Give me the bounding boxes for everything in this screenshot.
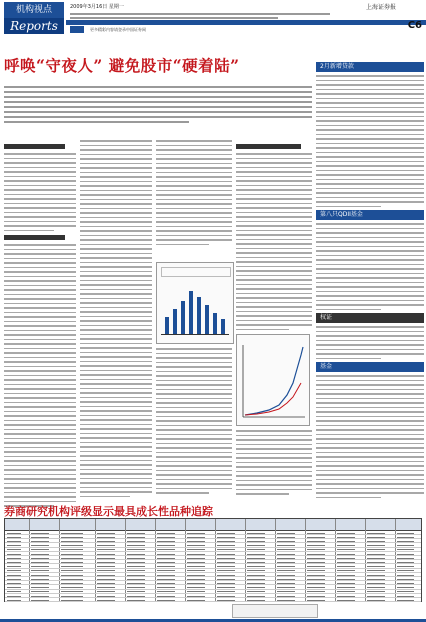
table-cell bbox=[247, 596, 265, 597]
table-cell bbox=[277, 554, 295, 555]
table-cell bbox=[307, 596, 325, 597]
table-cell bbox=[367, 575, 385, 576]
table-cell bbox=[367, 554, 385, 555]
table-cell bbox=[247, 575, 265, 576]
table-cell bbox=[7, 566, 21, 567]
table-cell bbox=[367, 566, 385, 567]
table-cell bbox=[31, 575, 49, 576]
table-cell bbox=[127, 566, 145, 567]
table-cell bbox=[277, 570, 295, 571]
table-cell bbox=[31, 591, 49, 592]
table-cell bbox=[367, 533, 385, 534]
table-cell bbox=[127, 596, 145, 597]
table-cell bbox=[7, 558, 21, 559]
table-cell bbox=[337, 537, 355, 538]
dateline: 2009年3月16日 星期一 bbox=[70, 4, 124, 10]
table-cell bbox=[97, 583, 115, 584]
table-cell bbox=[217, 562, 235, 563]
table-cell bbox=[31, 545, 49, 546]
table-title: 券商研究机构评级显示最具成长性品种追踪 bbox=[4, 505, 213, 518]
chart-bar bbox=[213, 313, 217, 335]
chart-bar bbox=[165, 317, 169, 335]
table-cell bbox=[97, 579, 115, 580]
table-cell bbox=[97, 600, 115, 601]
table-cell bbox=[157, 570, 175, 571]
table-cell bbox=[247, 600, 265, 601]
table-cell bbox=[337, 554, 355, 555]
table-cell bbox=[31, 587, 49, 588]
table-cell bbox=[97, 566, 115, 567]
table-cell bbox=[187, 579, 205, 580]
table-cell bbox=[307, 575, 325, 576]
table-cell bbox=[187, 558, 205, 559]
table-cell bbox=[31, 596, 49, 597]
table-cell bbox=[397, 562, 414, 563]
table-cell bbox=[307, 541, 325, 542]
table-cell bbox=[61, 583, 83, 584]
table-cell bbox=[217, 583, 235, 584]
table-cell bbox=[187, 566, 205, 567]
table-cell bbox=[7, 562, 21, 563]
table-cell bbox=[157, 537, 175, 538]
table-cell bbox=[187, 541, 205, 542]
table-cell bbox=[187, 537, 205, 538]
table-cell bbox=[397, 587, 414, 588]
table-cell bbox=[7, 583, 21, 584]
table-cell bbox=[127, 545, 145, 546]
table-cell bbox=[127, 537, 145, 538]
table-cell bbox=[217, 549, 235, 550]
table-cell bbox=[397, 575, 414, 576]
table-cell bbox=[187, 545, 205, 546]
table-cell bbox=[397, 533, 414, 534]
table-cell bbox=[367, 583, 385, 584]
table-cell bbox=[187, 587, 205, 588]
newspaper-name: 上海证券报 bbox=[365, 4, 396, 11]
article-column-2 bbox=[80, 140, 152, 500]
table-cell bbox=[187, 596, 205, 597]
data-table bbox=[4, 518, 422, 602]
table-cell bbox=[277, 583, 295, 584]
table-cell bbox=[97, 537, 115, 538]
table-cell bbox=[7, 579, 21, 580]
table-cell bbox=[7, 596, 21, 597]
table-cell bbox=[247, 549, 265, 550]
table-cell bbox=[187, 549, 205, 550]
table-cell bbox=[337, 591, 355, 592]
masthead-info-lines bbox=[70, 11, 330, 17]
sidebar bbox=[316, 62, 424, 500]
article-column-3-top bbox=[156, 140, 232, 252]
table-cell bbox=[337, 533, 355, 534]
table-cell bbox=[31, 541, 49, 542]
sidebar-section-header: 第八只QDII基金 bbox=[316, 210, 424, 220]
table-cell bbox=[127, 562, 145, 563]
table-cell bbox=[247, 533, 265, 534]
table-cell bbox=[397, 549, 414, 550]
table-cell bbox=[61, 545, 83, 546]
table-cell bbox=[277, 587, 295, 588]
table-cell bbox=[61, 600, 83, 601]
table-cell bbox=[61, 579, 83, 580]
table-cell bbox=[217, 575, 235, 576]
figure-chart-2 bbox=[236, 334, 310, 426]
table-cell bbox=[307, 533, 325, 534]
table-cell bbox=[7, 533, 21, 534]
table-cell bbox=[97, 575, 115, 576]
table-cell bbox=[367, 587, 385, 588]
table-cell bbox=[61, 554, 83, 555]
table-cell bbox=[367, 596, 385, 597]
table-cell bbox=[31, 579, 49, 580]
chart-bar bbox=[181, 301, 185, 335]
table-cell bbox=[337, 545, 355, 546]
table-cell bbox=[307, 583, 325, 584]
table-cell bbox=[367, 562, 385, 563]
main-headline-block bbox=[4, 54, 304, 82]
masthead bbox=[0, 0, 426, 36]
table-cell bbox=[217, 558, 235, 559]
table-cell bbox=[277, 537, 295, 538]
table-cell bbox=[307, 570, 325, 571]
article-column-4-top bbox=[236, 140, 312, 330]
table-cell bbox=[61, 562, 83, 563]
table-cell bbox=[61, 537, 83, 538]
table-cell bbox=[61, 566, 83, 567]
table-cell bbox=[247, 554, 265, 555]
table-cell bbox=[397, 600, 414, 601]
table-cell bbox=[61, 587, 83, 588]
table-cell bbox=[307, 579, 325, 580]
table-cell bbox=[7, 587, 21, 588]
table-cell bbox=[7, 545, 21, 546]
table-cell bbox=[7, 541, 21, 542]
table-header bbox=[5, 519, 421, 531]
table-cell bbox=[7, 575, 21, 576]
table-cell bbox=[307, 545, 325, 546]
table-cell bbox=[157, 566, 175, 567]
table-cell bbox=[217, 596, 235, 597]
table-cell bbox=[187, 575, 205, 576]
table-cell bbox=[397, 558, 414, 559]
table-cell bbox=[127, 549, 145, 550]
table-cell bbox=[157, 583, 175, 584]
sub-headline bbox=[4, 144, 65, 149]
table-cell bbox=[307, 554, 325, 555]
main-headline: 呼唤“守夜人” 避免股市“硬着陆” bbox=[4, 56, 240, 75]
table-cell bbox=[277, 591, 295, 592]
table-cell bbox=[7, 600, 21, 601]
table-cell bbox=[367, 600, 385, 601]
table-cell bbox=[61, 558, 83, 559]
table-cell bbox=[7, 591, 21, 592]
table-cell bbox=[61, 591, 83, 592]
article-column-4-bottom bbox=[236, 430, 312, 502]
table-cell bbox=[97, 587, 115, 588]
sub-headline bbox=[4, 235, 65, 240]
table-cell bbox=[397, 570, 414, 571]
table-cell bbox=[127, 583, 145, 584]
table-cell bbox=[217, 537, 235, 538]
table-cell bbox=[157, 596, 175, 597]
table-cell bbox=[31, 554, 49, 555]
table-cell bbox=[217, 554, 235, 555]
table-cell bbox=[247, 566, 265, 567]
table-cell bbox=[277, 596, 295, 597]
table-cell bbox=[31, 570, 49, 571]
chart-legend bbox=[161, 267, 231, 277]
chart-bar bbox=[189, 291, 193, 335]
table-cell bbox=[277, 545, 295, 546]
table-cell bbox=[97, 533, 115, 534]
table-cell bbox=[397, 579, 414, 580]
table-cell bbox=[97, 570, 115, 571]
table-cell bbox=[247, 591, 265, 592]
table-cell bbox=[7, 554, 21, 555]
table-cell bbox=[127, 541, 145, 542]
table-cell bbox=[337, 541, 355, 542]
table-cell bbox=[247, 541, 265, 542]
table-cell bbox=[397, 554, 414, 555]
table-cell bbox=[277, 600, 295, 601]
table-cell bbox=[157, 591, 175, 592]
section-brand-english: Reports bbox=[4, 18, 64, 34]
table-cell bbox=[247, 558, 265, 559]
table-cell bbox=[217, 591, 235, 592]
table-cell bbox=[157, 541, 175, 542]
table-cell bbox=[337, 566, 355, 567]
sidebar-section-header: 权证 bbox=[316, 313, 424, 323]
table-cell bbox=[127, 570, 145, 571]
table-cell bbox=[217, 570, 235, 571]
table-cell bbox=[217, 533, 235, 534]
table-cell bbox=[367, 591, 385, 592]
table-cell bbox=[7, 537, 21, 538]
sidebar-section-header: 2月新增贷款 bbox=[316, 62, 424, 72]
table-cell bbox=[31, 558, 49, 559]
table-cell bbox=[157, 549, 175, 550]
table-cell bbox=[97, 554, 115, 555]
table-cell bbox=[61, 570, 83, 571]
table-cell bbox=[7, 570, 21, 571]
table-cell bbox=[61, 541, 83, 542]
table-cell bbox=[127, 600, 145, 601]
table-cell bbox=[277, 566, 295, 567]
table-cell bbox=[307, 558, 325, 559]
table-cell bbox=[157, 600, 175, 601]
table-cell bbox=[187, 562, 205, 563]
section-brand: 机构视点 bbox=[4, 2, 64, 18]
table-cell bbox=[187, 600, 205, 601]
table-cell bbox=[31, 549, 49, 550]
promo-logo bbox=[70, 26, 84, 33]
table-cell bbox=[337, 562, 355, 563]
table-cell bbox=[31, 562, 49, 563]
table-cell bbox=[307, 566, 325, 567]
table-cell bbox=[217, 579, 235, 580]
table-cell bbox=[307, 591, 325, 592]
table-cell bbox=[247, 583, 265, 584]
table-cell bbox=[247, 587, 265, 588]
table-cell bbox=[97, 596, 115, 597]
table-cell bbox=[97, 558, 115, 559]
article-column-3-bottom bbox=[156, 348, 232, 500]
lead-paragraph bbox=[4, 86, 312, 136]
table-cell bbox=[31, 533, 49, 534]
table-cell bbox=[217, 545, 235, 546]
table-cell bbox=[31, 600, 49, 601]
table-cell bbox=[397, 545, 414, 546]
table-cell bbox=[367, 549, 385, 550]
table-cell bbox=[367, 541, 385, 542]
table-cell bbox=[127, 554, 145, 555]
table-cell bbox=[397, 583, 414, 584]
table-cell bbox=[61, 549, 83, 550]
table-cell bbox=[97, 549, 115, 550]
table-cell bbox=[367, 579, 385, 580]
table-cell bbox=[307, 549, 325, 550]
table-cell bbox=[217, 600, 235, 601]
table-cell bbox=[157, 575, 175, 576]
table-cell bbox=[31, 583, 49, 584]
article-column-1 bbox=[4, 140, 76, 500]
table-cell bbox=[157, 558, 175, 559]
table-cell bbox=[277, 533, 295, 534]
figure-chart-1 bbox=[156, 262, 234, 344]
table-cell bbox=[307, 562, 325, 563]
table-cell bbox=[127, 591, 145, 592]
table-cell bbox=[307, 600, 325, 601]
table-cell bbox=[397, 541, 414, 542]
table-cell bbox=[127, 533, 145, 534]
table-cell bbox=[337, 575, 355, 576]
masthead-rule bbox=[66, 20, 426, 25]
table-cell bbox=[337, 600, 355, 601]
table-cell bbox=[247, 537, 265, 538]
chart-bar bbox=[205, 305, 209, 335]
table-cell bbox=[397, 566, 414, 567]
table-cell bbox=[61, 533, 83, 534]
table-cell bbox=[307, 587, 325, 588]
table-cell bbox=[157, 545, 175, 546]
table-cell bbox=[277, 541, 295, 542]
table-cell bbox=[61, 596, 83, 597]
table-cell bbox=[31, 537, 49, 538]
table-cell bbox=[367, 537, 385, 538]
table-cell bbox=[157, 554, 175, 555]
sidebar-section-header: 基金 bbox=[316, 362, 424, 372]
table-cell bbox=[187, 533, 205, 534]
table-cell bbox=[367, 558, 385, 559]
footer-advert bbox=[232, 604, 318, 618]
table-cell bbox=[307, 537, 325, 538]
page-number: C6 bbox=[407, 20, 422, 31]
table-cell bbox=[97, 545, 115, 546]
table-cell bbox=[247, 579, 265, 580]
table-cell bbox=[187, 591, 205, 592]
chart-bar bbox=[197, 297, 201, 335]
table-cell bbox=[367, 570, 385, 571]
table-cell bbox=[127, 579, 145, 580]
table-cell bbox=[7, 549, 21, 550]
table-cell bbox=[277, 549, 295, 550]
table-cell bbox=[217, 566, 235, 567]
table-cell bbox=[337, 596, 355, 597]
table-cell bbox=[127, 587, 145, 588]
table-cell bbox=[247, 562, 265, 563]
table-cell bbox=[277, 575, 295, 576]
table-cell bbox=[61, 575, 83, 576]
table-cell bbox=[337, 570, 355, 571]
chart-bar bbox=[221, 319, 225, 335]
table-cell bbox=[337, 558, 355, 559]
line-chart-svg bbox=[237, 335, 309, 425]
table-cell bbox=[217, 587, 235, 588]
table-cell bbox=[337, 579, 355, 580]
table-cell bbox=[397, 591, 414, 592]
table-cell bbox=[31, 566, 49, 567]
table-cell bbox=[97, 562, 115, 563]
sub-headline bbox=[236, 144, 301, 149]
table-cell bbox=[217, 541, 235, 542]
table-cell bbox=[187, 570, 205, 571]
table-cell bbox=[397, 537, 414, 538]
table-cell bbox=[97, 541, 115, 542]
table-cell bbox=[337, 549, 355, 550]
table-cell bbox=[277, 579, 295, 580]
table-cell bbox=[157, 533, 175, 534]
table-cell bbox=[127, 558, 145, 559]
table-cell bbox=[277, 562, 295, 563]
table-cell bbox=[157, 562, 175, 563]
table-cell bbox=[157, 587, 175, 588]
table-cell bbox=[187, 583, 205, 584]
table-cell bbox=[157, 579, 175, 580]
table-cell bbox=[97, 591, 115, 592]
table-cell bbox=[127, 575, 145, 576]
chart-bar bbox=[173, 309, 177, 335]
table-cell bbox=[277, 558, 295, 559]
table-cell bbox=[337, 583, 355, 584]
table-cell bbox=[187, 554, 205, 555]
table-cell bbox=[397, 596, 414, 597]
table-cell bbox=[337, 587, 355, 588]
promo-text: 更多精彩内容请登录中国证券网 bbox=[90, 27, 146, 32]
chart-axis bbox=[161, 334, 229, 335]
table-cell bbox=[247, 570, 265, 571]
table-cell bbox=[247, 545, 265, 546]
table-cell bbox=[367, 545, 385, 546]
